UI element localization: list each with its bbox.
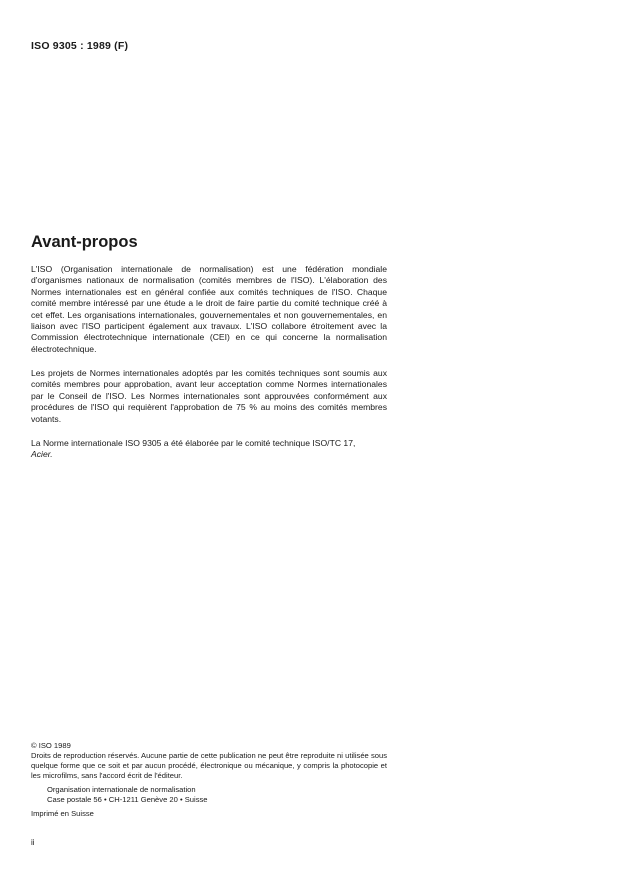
committee-title: Acier. xyxy=(31,449,53,460)
publisher-name: Organisation internationale de normalisation xyxy=(47,785,196,794)
page-number: ii xyxy=(31,838,35,847)
document-identifier: ISO 9305 : 1989 (F) xyxy=(31,40,129,52)
foreword-paragraph-1: L'ISO (Organisation internationale de normalisation) est une fédération mondiale d'organismes nationaux de normalisation (comités membres de l'ISO). L'élaboration des Normes internationales est en général confiée aux comités techniques de l'ISO. Chaque comité membre intéressé par une étude a le droit de faire partie du comité technique créé à cet effet. Les organisations internationales, gouvernementales et non gouvernementales, en liaison avec l'ISO participent également aux travaux. L'ISO collabore étroitement avec la Commission électrotechnique internationale (CEI) en ce qui concerne la normalisation électrotechnique. xyxy=(31,264,387,354)
publisher-address: Case postale 56 • CH-1211 Genève 20 • Suisse xyxy=(47,795,208,804)
copyright-block xyxy=(31,741,387,819)
foreword-paragraph-3-text: La Norme internationale ISO 9305 a été élaborée par le comité technique ISO/TC 17, xyxy=(31,438,356,448)
foreword-paragraph-3 xyxy=(31,438,387,461)
section-title: Avant-propos xyxy=(31,233,138,251)
printed-in: Imprimé en Suisse xyxy=(31,809,94,818)
foreword-paragraph-2: Les projets de Normes internationales adoptés par les comités techniques sont soumis aux comités membres pour approbation, avant leur acceptation comme Normes internationales par le Conseil de l'ISO. Les Normes internationales sont approuvées conformément aux procédures de l'ISO qui requièrent l'approbation de 75 % au moins des comités membres votants. xyxy=(31,368,387,424)
copyright-notice: © ISO 1989 xyxy=(31,741,71,750)
reproduction-rights: Droits de reproduction réservés. Aucune partie de cette publication ne peut être reproduite ni utilisée sous quelque forme que ce soit et par aucun procédé, électronique ou mécanique, y compris la photocopie et les microfilms, sans l'accord écrit de l'éditeur. xyxy=(31,751,387,780)
